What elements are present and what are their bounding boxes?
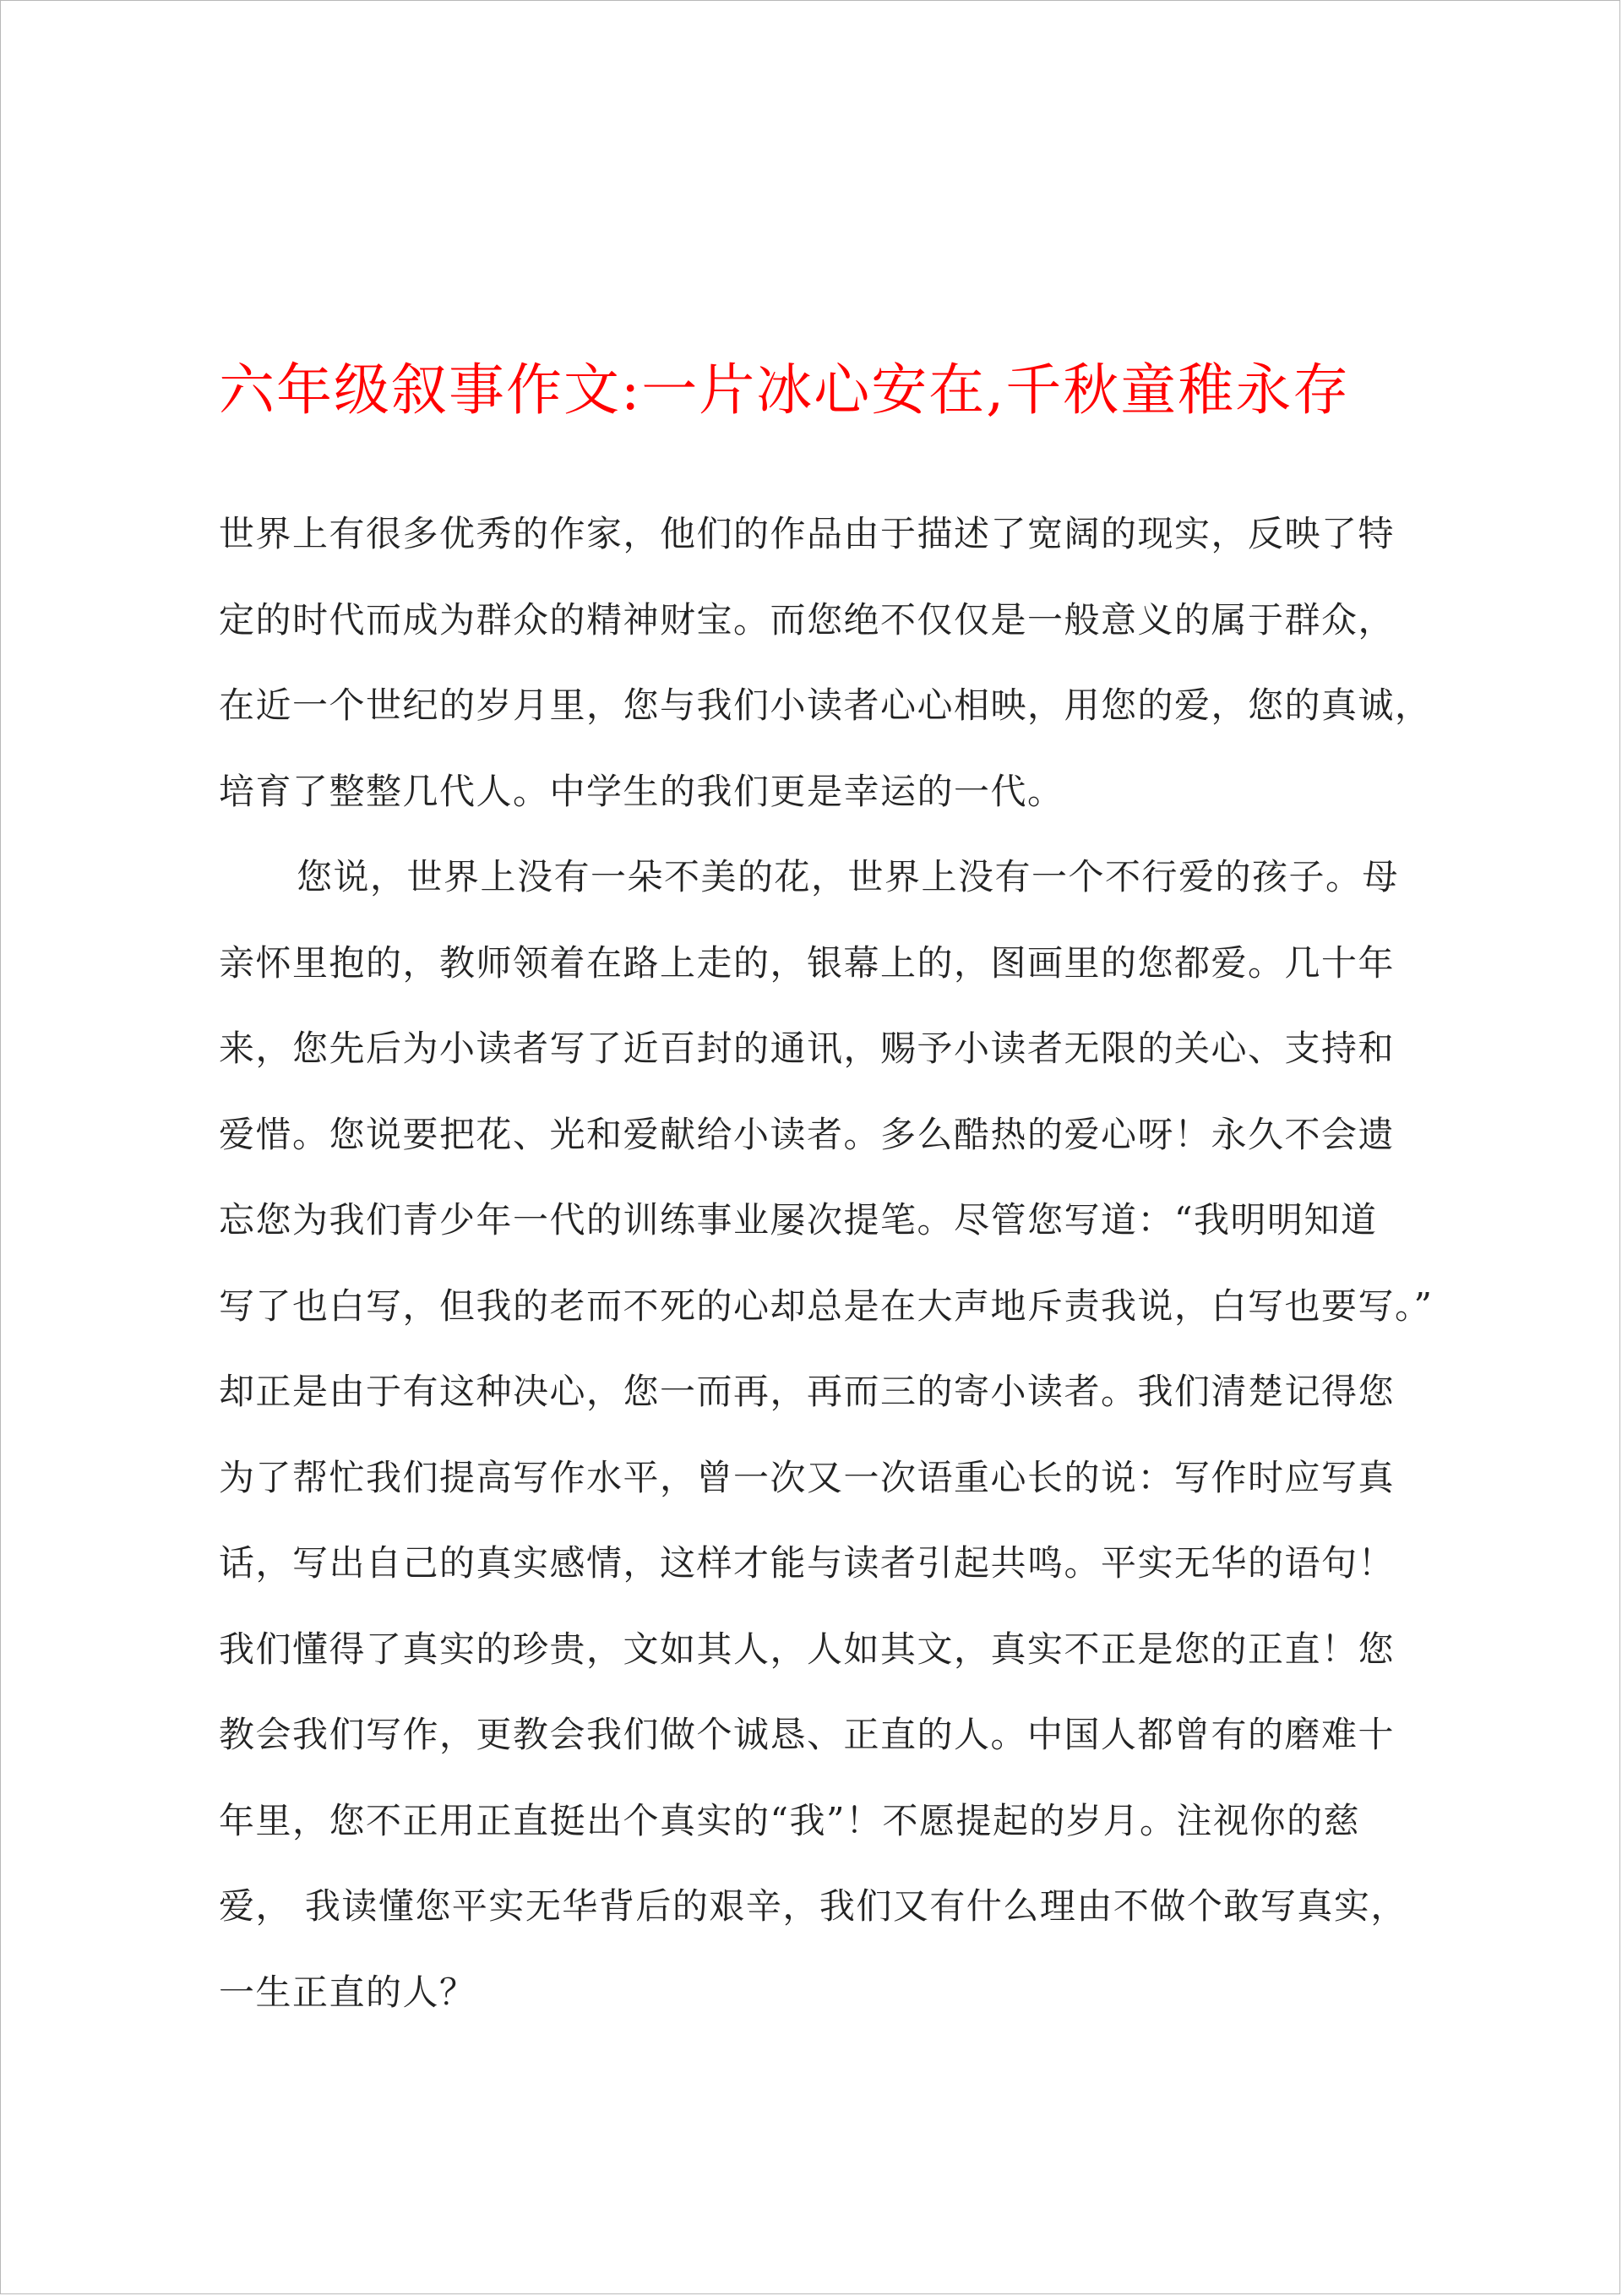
text-line: 我们懂得了真实的珍贵，文如其人，人如其文，真实不正是您的正直！您 [219, 1628, 1396, 1670]
text-line: 年里，您不正用正直挺出个真实的“我”！不愿提起的岁月。注视你的慈 [219, 1799, 1360, 1841]
text-line: 却正是由于有这种决心，您一而再，再而三的寄小读者。我们清楚记得您 [219, 1371, 1396, 1412]
text-line: 为了帮忙我们提高写作水平，曾一次又一次语重心长的说：写作时应写真 [219, 1456, 1396, 1498]
text-line: 写了也白写，但我的老而不死的心却总是在大声地斥责我说，白写也要写。” [219, 1284, 1434, 1327]
text-line: 在近一个世纪的岁月里，您与我们小读者心心相映，用您的爱，您的真诚， [219, 684, 1432, 726]
text-line: 亲怀里抱的，教师领着在路上走的，银幕上的，图画里的您都爱。几十年 [219, 941, 1396, 984]
text-line: 您说，世界上没有一朵不美的花，世界上没有一个不行爱的孩子。母 [297, 856, 1400, 897]
text-line: 忘您为我们青少年一代的训练事业屡次提笔。尽管您写道：“我明明知道 [219, 1199, 1378, 1241]
text-line: 培育了整整几代人。中学生的我们更是幸运的一代。 [219, 770, 1064, 812]
document-body [219, 491, 1434, 2035]
document-title: 六年级叙事作文:一片冰心安在,千秋童稚永存 [219, 357, 1351, 423]
text-line: 爱， 我读懂您平实无华背后的艰辛，我们又有什么理由不做个敢写真实， [219, 1885, 1407, 1927]
text-line: 一生正直的人？ [219, 1971, 476, 2013]
text-line: 教会我们写作，更教会我们做个诚恳、正直的人。中国人都曾有的磨难十 [219, 1714, 1396, 1755]
text-line: 话，写出自己的真实感情，这样才能与读者引起共鸣。平实无华的语句！ [219, 1542, 1396, 1584]
text-line: 爱惜。您说要把花、光和爱献给小读者。多么酷热的爱心呀！永久不会遗 [219, 1113, 1396, 1155]
text-line: 定的时代而成为群众的精神财宝。而您绝不仅仅是一般意义的属于群众， [219, 598, 1396, 641]
text-line: 世界上有很多优秀的作家，他们的作品由于描述了宽阔的现实，反映了特 [219, 513, 1396, 554]
text-line: 来，您先后为小读者写了近百封的通讯，赐予小读者无限的关心、支持和 [219, 1028, 1396, 1069]
